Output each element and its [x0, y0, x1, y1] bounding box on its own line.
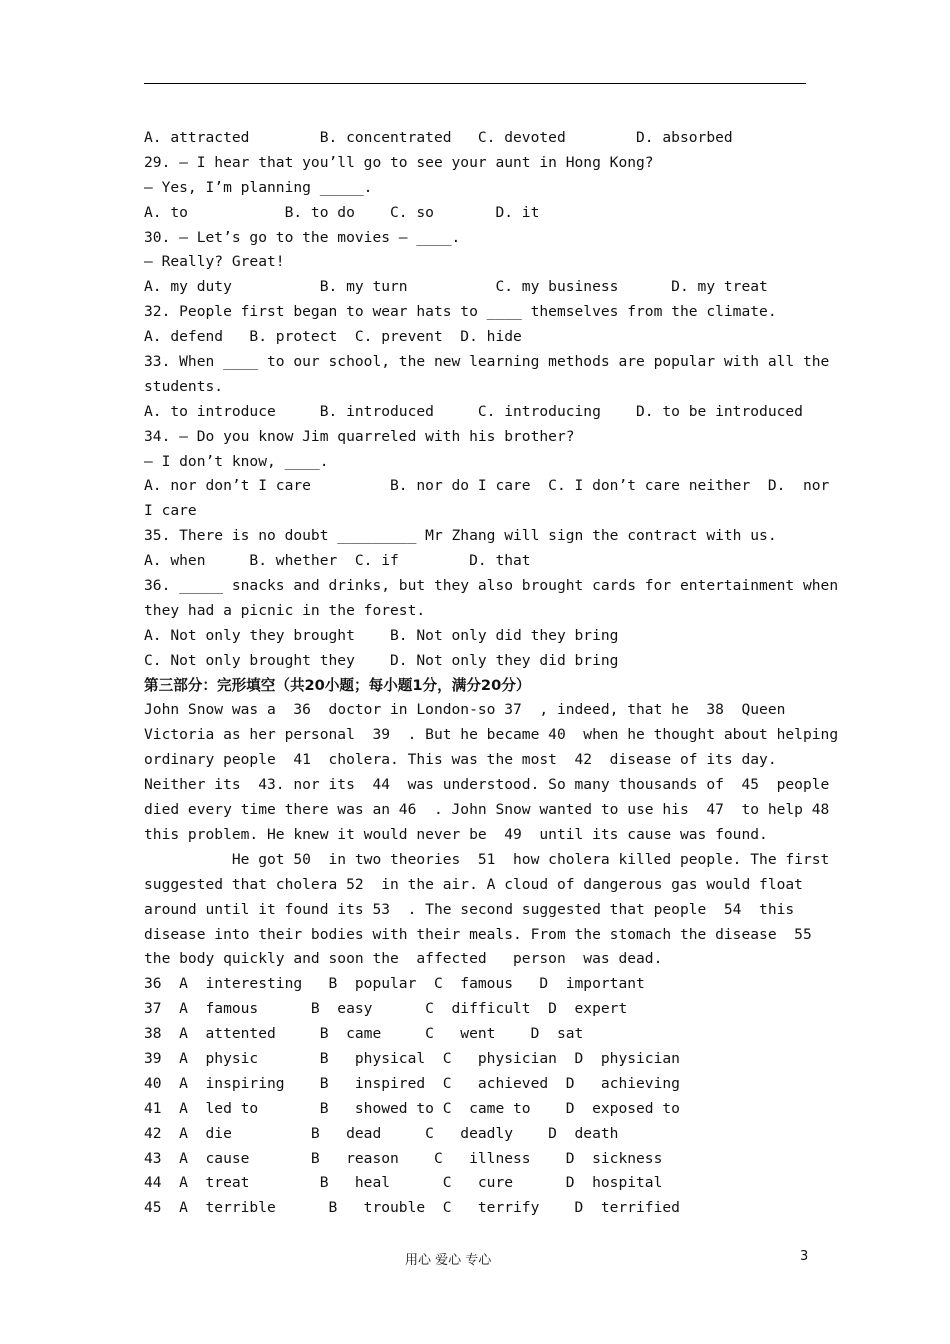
- passage-line: died every time there was an 46 . John Snow wanted to use his 47 to help 48: [144, 801, 830, 819]
- question-36: 36. _____ snacks and drinks, but they also brought cards for entertainment when: [144, 577, 839, 595]
- question-35: 35. There is no doubt _________ Mr Zhang will sign the contract with us.: [144, 527, 777, 545]
- option-row: 43 A cause B reason C illness D sickness: [144, 1149, 663, 1167]
- question-32: 32. People first began to wear hats to ____ themselves from the climate.: [144, 303, 777, 321]
- text-line: — Yes, I’m planning _____.: [144, 178, 373, 196]
- text-line: A. defend B. protect C. prevent D. hide: [144, 328, 522, 346]
- text-line: C. Not only brought they D. Not only they did bring: [144, 651, 619, 669]
- question-34: 34. — Do you know Jim quarreled with his brother?: [144, 427, 575, 445]
- text-line: I care: [144, 502, 197, 520]
- text-line: A. Not only they brought B. Not only did they bring: [144, 626, 619, 644]
- passage-line: John Snow was a 36 doctor in London-so 37 , indeed, that he 38 Queen: [144, 701, 786, 719]
- text-line: A. to introduce B. introduced C. introducing D. to be introduced: [144, 402, 803, 420]
- passage-line: He got 50 in two theories 51 how cholera killed people. The first: [144, 850, 830, 868]
- option-row: 38 A attented B came C went D sat: [144, 1025, 584, 1043]
- text-line: — I don’t know, ____.: [144, 452, 329, 470]
- passage-line: suggested that cholera 52 in the air. A cloud of dangerous gas would float: [144, 875, 803, 893]
- option-row: 41 A led to B showed to C came to D exposed to: [144, 1099, 680, 1117]
- text-line: A. my duty B. my turn C. my business D. my treat: [144, 278, 768, 296]
- footer-motto: 用心 爱心 专心: [405, 1253, 492, 1268]
- text-line: A. attracted B. concentrated C. devoted D. absorbed: [144, 129, 733, 146]
- passage-line: Neither its 43. nor its 44 was understood. So many thousands of 45 people: [144, 776, 830, 794]
- option-row: 39 A physic B physical C physician D physician: [144, 1049, 680, 1067]
- page-number: 3: [800, 1249, 809, 1264]
- question-30: 30. — Let’s go to the movies — ____.: [144, 228, 461, 246]
- passage-line: ordinary people 41 cholera. This was the most 42 disease of its day.: [144, 751, 777, 769]
- option-row: 42 A die B dead C deadly D death: [144, 1124, 619, 1142]
- question-29: 29. — I hear that you’ll go to see your aunt in Hong Kong?: [144, 153, 654, 171]
- section-heading: 第三部分：完形填空（共20小题；每小题1分，满分20分）: [144, 676, 531, 694]
- option-row: 37 A famous B easy C difficult D expert: [144, 1000, 628, 1018]
- text-line: they had a picnic in the forest.: [144, 601, 426, 619]
- passage-line: around until it found its 53 . The second suggested that people 54 this: [144, 900, 795, 918]
- text-line: A. when B. whether C. if D. that: [144, 552, 531, 570]
- text-line: A. nor don’t I care B. nor do I care C. I don’t care neither D. nor: [144, 477, 830, 495]
- option-row: 40 A inspiring B inspired C achieved D achieving: [144, 1074, 680, 1092]
- question-33: 33. When ____ to our school, the new learning methods are popular with all the: [144, 353, 830, 371]
- text-line: students.: [144, 377, 224, 395]
- passage-line: this problem. He knew it would never be 49 until its cause was found.: [144, 825, 768, 843]
- text-line: — Really? Great!: [144, 253, 285, 271]
- option-row: 45 A terrible B trouble C terrify D terrified: [144, 1199, 680, 1217]
- passage-line: Victoria as her personal 39 . But he became 40 when he thought about helping: [144, 726, 839, 744]
- text-line: A. to B. to do C. so D. it: [144, 203, 540, 221]
- option-row: 44 A treat B heal C cure D hospital: [144, 1174, 663, 1192]
- exam-content: [144, 126, 839, 1221]
- passage-line: the body quickly and soon the affected person was dead.: [144, 950, 663, 968]
- passage-line: disease into their bodies with their meals. From the stomach the disease 55: [144, 925, 812, 943]
- header-rule: [144, 83, 806, 84]
- option-row: 36 A interesting B popular C famous D important: [144, 975, 645, 993]
